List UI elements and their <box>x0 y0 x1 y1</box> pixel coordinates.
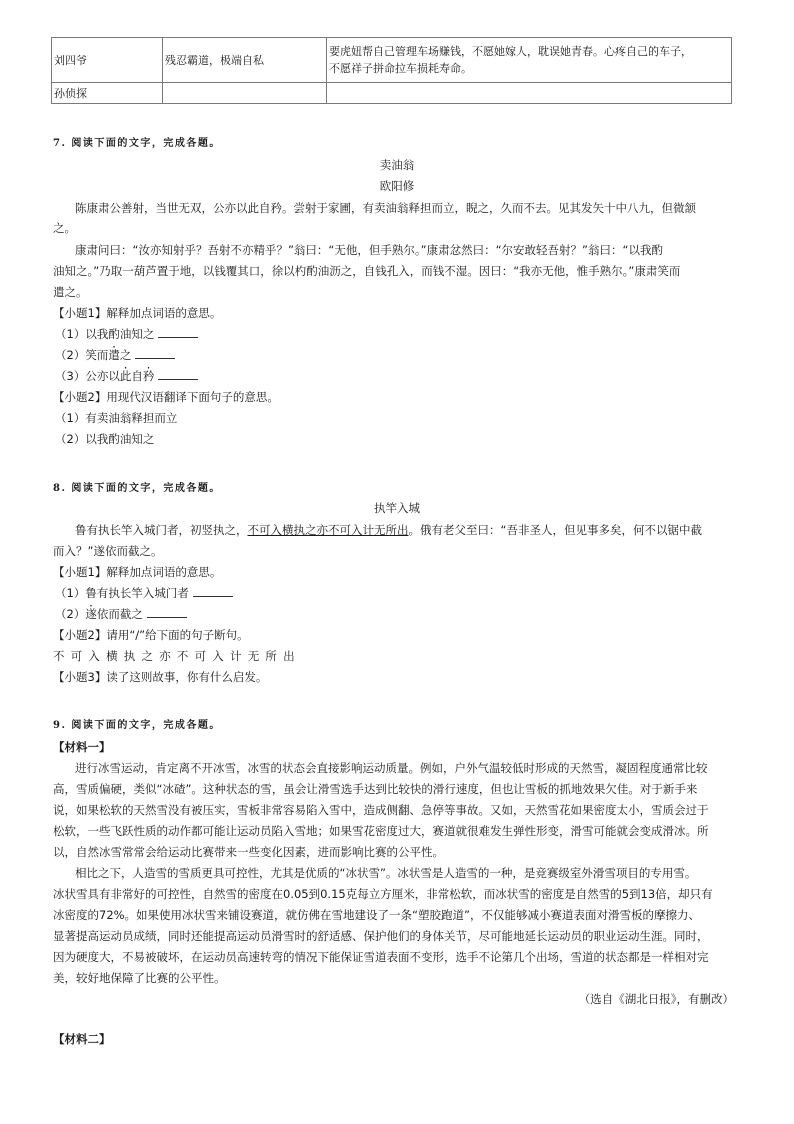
q8-text: 。俄有老父至曰：“吾非圣人，但见事多矣，何不以锯中截 <box>408 523 702 537</box>
q9-paragraph-line: 高，雪质偏硬，类似“冰碴”。这种状态的雪，虽会让滑雪选手达到比较快的滑行速度，但也让雪板的抓地效果欠佳。对于新手来 <box>53 782 698 796</box>
q9-material-1-label: 【材料一】 <box>53 740 111 754</box>
q7-title: 卖油翁 <box>379 158 415 172</box>
q8-underlined-text: 不可入横执之亦不可入计无所出 <box>247 523 409 537</box>
character-table <box>51 37 732 104</box>
table-cell-detail <box>327 83 732 104</box>
q7-item-1 <box>55 326 198 342</box>
table-cell-name: 孙侦探 <box>52 83 163 104</box>
answer-blank <box>158 327 198 338</box>
q8-item-1 <box>55 585 233 601</box>
q9-paragraph-line: 相比之下，人造雪的雪质更具可控性，尤其是优质的“冰状雪”。冰状雪是人造雪的一种，是竞赛级室外滑雪项目的专用雪。 <box>75 866 697 880</box>
q7-translate-2: （2）以我酌油知之 <box>55 432 155 446</box>
q7-paragraph-line: 之。 <box>53 221 76 235</box>
dotted-word: 遂 <box>85 607 97 621</box>
table-cell-trait: 残忍霸道，极端自私 <box>163 38 327 83</box>
dotted-word: 矜 <box>142 369 155 383</box>
q9-paragraph-line: 说，如果松软的天然雪没有被压实，雪板非常容易陷入雪中，造成侧翻、急停等事故。又如，天然雪花如果密度太小，雪质会过于 <box>53 803 709 817</box>
table-cell-trait <box>163 83 327 104</box>
q7-paragraph-line: 遣之。 <box>53 285 88 299</box>
answer-blank <box>135 348 175 359</box>
dotted-word: 此 <box>119 369 132 383</box>
dotted-word: 遣 <box>108 348 120 362</box>
q7-item-3 <box>55 368 198 384</box>
q7-subquestion-1: 【小题1】解释加点词语的意思。 <box>53 306 222 320</box>
question-7-heading: 7. 阅读下面的文字，完成各题。 <box>53 138 221 149</box>
q8-subquestion-2: 【小题2】请用“/”给下面的句子断句。 <box>53 628 249 642</box>
q8-title: 执竿入城 <box>374 501 420 515</box>
q7-translate-1: （1）有卖油翁释担而立 <box>55 411 178 425</box>
item-text: 之 <box>119 348 132 362</box>
q9-paragraph-line: 美，较好地保障了比赛的公平性。 <box>53 971 226 985</box>
q9-paragraph-line: 冰密度的72%。如果使用冰状雪来铺设赛道，就仿佛在雪地建设了一条“塑胶跑道”，不仅能够减小赛道表面对滑雪板的摩擦力、 <box>53 908 700 922</box>
item-text: （1）鲁有执长竿入城门者 <box>55 586 189 600</box>
q7-paragraph-line: 油知之。”乃取一葫芦置于地，以钱覆其口，徐以杓酌油沥之，自钱孔入，而钱不湿。因曰：“我亦无他，惟手熟尔。”康肃笑而 <box>53 264 681 278</box>
answer-blank <box>158 369 198 380</box>
q7-author: 欧阳修 <box>379 179 415 193</box>
item-text: 自 <box>131 369 143 383</box>
question-8-heading: 8. 阅读下面的文字，完成各题。 <box>53 483 221 494</box>
item-text: 依而截之 <box>96 607 143 621</box>
q7-paragraph-line: 陈康肃公善射，当世无双，公亦以此自矜。尝射于家圃，有卖油翁释担而立，睨之，久而不去。见其发矢十中八九，但微颔 <box>75 201 696 215</box>
q8-sentence: 不可入横执之亦不可入计无所出 <box>53 649 301 663</box>
q8-text: 鲁有执长竿入城门者，初竖执之， <box>75 523 248 537</box>
q8-paragraph-line <box>75 522 702 538</box>
q7-item-2 <box>55 347 175 363</box>
q9-source: （选自《湖北日报》，有删改） <box>578 992 734 1006</box>
q9-paragraph-line: 因为硬度大，不易被破坏，在运动员高速转弯的情况下能保证雪道表面不变形，选手不论第几个出场，雪道的状态都是一样相对完 <box>53 950 709 964</box>
item-text: （2）笑而 <box>55 348 109 362</box>
q9-paragraph-line: 显著提高运动员成绩，同时还能提高运动员滑雪时的舒适感、保护他们的身体关节，尽可能地延长运动员的职业运动生涯。同时， <box>53 929 709 943</box>
table-row <box>52 38 732 83</box>
q7-paragraph-line: 康肃问曰：“汝亦知射乎？吾射不亦精乎？”翁曰：“无他，但手熟尔。”康肃忿然曰：“尔安敢轻吾射？”翁曰：“以我酌 <box>75 243 663 257</box>
q9-paragraph-line: 以，自然冰雪常常会给运动比赛带来一些变化因素，进而影响比赛的公平性。 <box>53 845 444 859</box>
item-text: （2） <box>55 607 86 621</box>
question-9-heading: 9. 阅读下面的文字，完成各题。 <box>53 720 221 731</box>
q9-paragraph-line: 松软，一些飞跃性质的动作都可能让运动员陷入雪地；如果雪花密度过大，赛道就很难发生弹性形变，滑雪可能就会变成滑冰。所 <box>53 824 709 838</box>
table-cell-detail <box>327 38 732 83</box>
q8-subquestion-3: 【小题3】读了这则故事，你有什么启发。 <box>53 670 268 684</box>
q8-subquestion-1: 【小题1】解释加点词语的意思。 <box>53 565 222 579</box>
q9-paragraph-line: 冰状雪具有非常好的可控性，自然雪的密度在0.05到0.15克每立方厘米，非常松软，而冰状雪的密度是自然雪的5到13倍，却只有 <box>53 887 713 901</box>
table-row <box>52 83 732 104</box>
detail-line: 要虎妞帮自己管理车场赚钱，不愿她嫁人，耽误她青春。心疼自己的车子， <box>329 45 692 58</box>
table-cell-name: 刘四爷 <box>52 38 163 83</box>
item-text: （1）以我酌油知之 <box>55 327 155 341</box>
q8-paragraph-line: 而入？”遂依而截之。 <box>53 544 163 558</box>
item-text: （3）公亦以 <box>55 369 120 383</box>
answer-blank <box>147 607 187 618</box>
q9-material-2-label: 【材料二】 <box>53 1032 111 1046</box>
answer-blank <box>193 586 233 597</box>
q8-item-2 <box>55 606 187 622</box>
q7-subquestion-2: 【小题2】用现代汉语翻译下面句子的意思。 <box>53 390 279 404</box>
q9-paragraph-line: 进行冰雪运动，肯定离不开冰雪，冰雪的状态会直接影响运动质量。例如，户外气温较低时形成的天然雪，凝固程度通常比较 <box>75 761 708 775</box>
detail-line: 不愿祥子拼命拉车损耗寿命。 <box>329 62 472 75</box>
